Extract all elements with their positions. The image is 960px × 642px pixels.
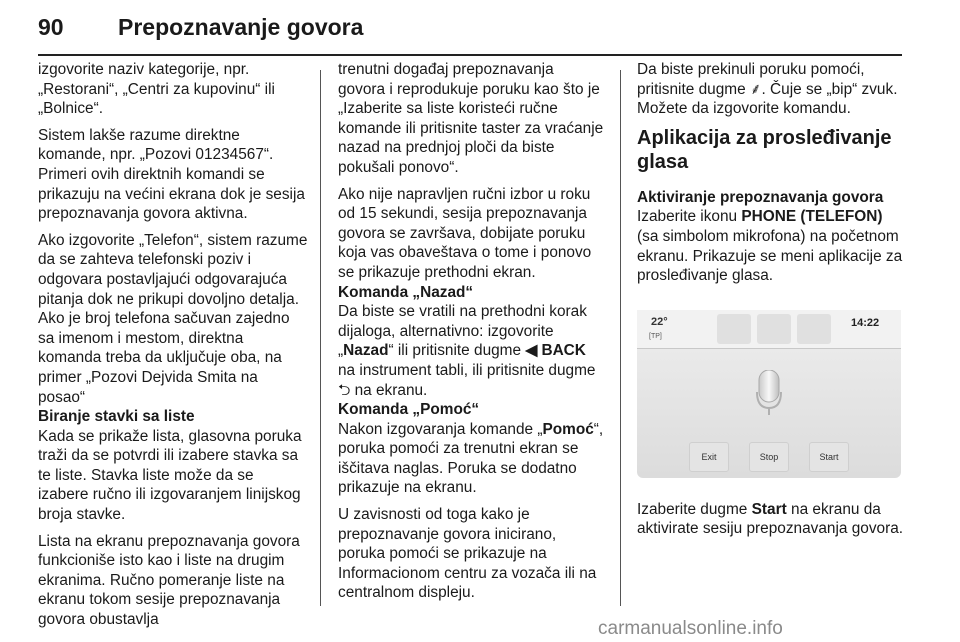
text: “ ili pritisnite dugme [388, 342, 526, 360]
page-number: 90 [38, 14, 64, 40]
back-arrow-icon: ⮌ [338, 381, 351, 399]
text: Da biste se vratili na prethodni korak dijaloga, alternativno: izgovorite „ [338, 303, 587, 360]
paragraph: Ako izgovorite „Telefon“, sistem razume da se zahteva telefonski poziv i odgovara postavljajući odgovarajuća pitanja dok ne prikupi dovoljno detalja. Ako je broj telefona sačuvan zajedno sa imenom i mestom, direktna komanda treba da uključuje oba, na primer „Pozovi Dejvida Smita na posao“ [38, 231, 308, 406]
paragraph: Ako nije napravljen ručni izbor u roku od 15 sekundi, sesija prepoznavanja govora se završava, dobijate poruku koja vas obaveštava o tome i ponovo se prikazuje prethodni ekran. [338, 185, 592, 281]
phone-icon [757, 314, 791, 344]
text: na ekranu. [350, 381, 428, 399]
subheading-help: Komanda „Pomoć“ [338, 401, 480, 419]
paragraph: trenutni događaj prepoznavanja govora i reprodukuje poruku kao što je „Izaberite sa liste koristeći ručne komande ili pritisnite taster za vraćanje nazad na prednjoj ploči da biste pokušali ponovo“. [338, 61, 604, 176]
nav-icon [797, 314, 831, 344]
text: na instrument tabli, ili pritisnite dugme [338, 361, 596, 379]
paragraph-back [338, 302, 604, 400]
subheading-list: Biranje stavki sa liste [38, 408, 195, 426]
column-1 [38, 60, 308, 637]
clock: 14:22 [851, 316, 880, 329]
screen-status-bar [637, 310, 901, 349]
paragraph: U zavisnosti od toga kako je prepoznavanje govora inicirano, poruka pomoći se prikazuje na Informacionom centru za vozača ili na centralnom displeju. [338, 506, 597, 602]
subheading-back: Komanda „Nazad“ [338, 283, 474, 301]
microphone-icon [755, 370, 783, 416]
phone-label: PHONE (TELEFON) [741, 208, 883, 226]
paragraph: Sistem lakše razume direktne komande, npr. „Pozovi 01234567“. Primeri ovih direktnih komandi se prikazuju na većini ekrana dok je sesija prepoznavanja govora aktivna. [38, 126, 305, 223]
column-3 [637, 60, 905, 546]
temperature: 22° [651, 315, 668, 328]
text: Da biste prekinuli poruku pomoći, pritisnite dugme [637, 61, 865, 98]
page-header [38, 14, 902, 54]
paragraph [637, 207, 905, 285]
music-icon [717, 314, 751, 344]
text: “, poruka pomoći za trenutni ekran se iščitava naglas. Poruka se dodatno prikazuje na ekranu. [338, 420, 604, 497]
tp-indicator: [TP] [649, 332, 662, 340]
stop-button: Stop [749, 442, 789, 472]
text: Izaberite dugme [637, 500, 752, 518]
paragraph [637, 500, 905, 539]
column-divider [620, 70, 621, 606]
start-label: Start [751, 500, 787, 518]
back-button-label: ◀ BACK [525, 342, 586, 360]
subheading-activate: Aktiviranje prepoznavanja govora [637, 188, 884, 206]
watermark: carmanualsonline.info [598, 618, 783, 639]
start-button: Start [809, 442, 849, 472]
voice-icon: ⸙ [749, 80, 762, 98]
text: na ekranu da aktivirate sesiju prepoznavanja govora. [637, 500, 904, 538]
text: . Čuje se „bip“ zvuk. Možete da izgovorite komandu. [637, 80, 898, 118]
column-divider [320, 70, 321, 606]
paragraph: Lista na ekranu prepoznavanja govora funkcioniše isto kao i liste na drugim ekranima. Ručno pomeranje liste na ekranu tokom sesije prepoznavanja govora obustavlja [38, 532, 300, 629]
page-title: Prepoznavanje govora [118, 14, 364, 40]
paragraph: Kada se prikaže lista, glasovna poruka traži da se potvrdi ili izabere stavka sa te liste. Stavka liste može da se izabere ručno ili izgovaranjem linijskog broja stavke. [38, 427, 302, 524]
voice-app-screenshot [637, 310, 901, 478]
exit-button: Exit [689, 442, 729, 472]
column-2 [338, 60, 604, 610]
header-rule [38, 54, 902, 56]
paragraph [637, 60, 905, 119]
paragraph: izgovorite naziv kategorije, npr. „Restorani“, „Centri za kupovinu“ ili „Bolnice“. [38, 61, 275, 118]
text: (sa simbolom mikrofona) na početnom ekranu. Prikazuje se meni aplikacije za prosleđivanje glasa. [637, 227, 903, 285]
text: Izaberite ikonu [637, 208, 742, 226]
paragraph-help [338, 420, 604, 498]
section-heading: Aplikacija za prosleđivanje glasa [637, 126, 892, 173]
nazad-command: Nazad [343, 342, 389, 360]
text: Nakon izgovaranja komande „ [338, 420, 543, 438]
pomoc-command: Pomoć [542, 420, 594, 438]
